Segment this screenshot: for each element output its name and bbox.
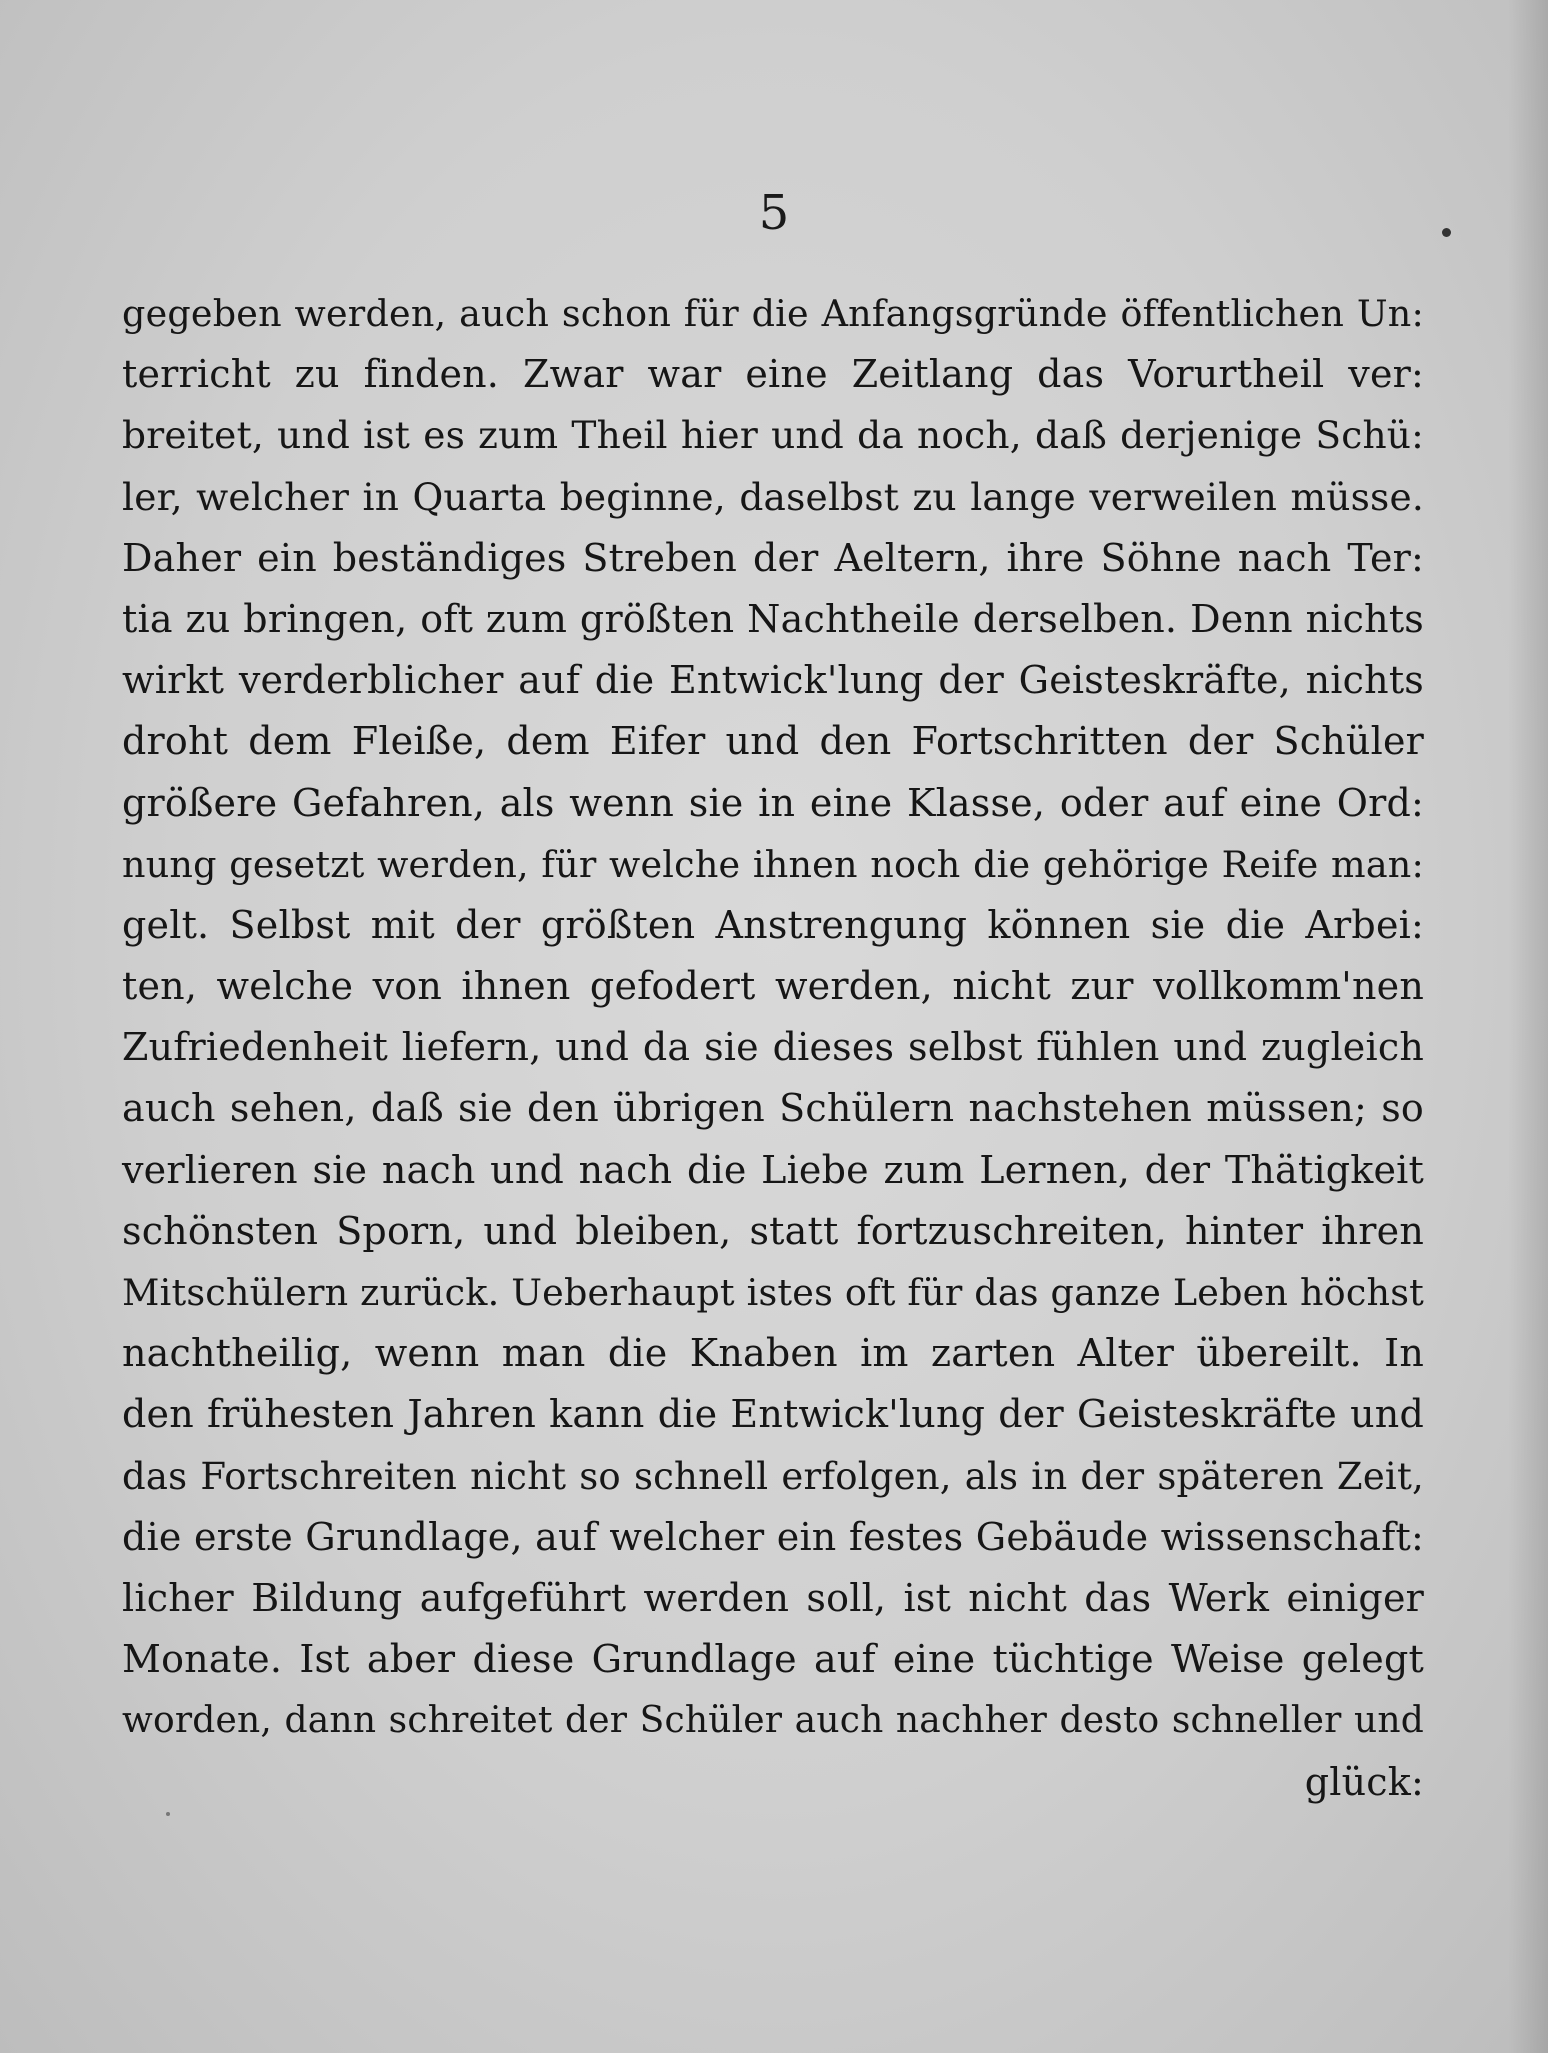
text-line: auch sehen, daß sie den übrigen Schülern nachstehen müssen; so [122,1086,1424,1131]
text-line: droht dem Fleiße, dem Eifer und den Fortschritten der Schüler [122,719,1424,764]
catchword: glück: [1304,1759,1424,1804]
text-line: ten, welche von ihnen gefodert werden, nicht zur vollkomm'nen [122,964,1424,1009]
text-line: ler, welcher in Quarta beginne, daselbst zu lange verweilen müsse. [122,474,1424,519]
text-line: licher Bildung aufgeführt werden soll, ist nicht das Werk einiger [122,1575,1424,1620]
text-line: terricht zu finden. Zwar war eine Zeitlang das Vorurtheil ver: [122,352,1424,397]
text-line: nung gesetzt werden, für welche ihnen noch die gehörige Reife man: [122,842,1424,886]
body-text [122,283,1424,1813]
text-line: größere Gefahren, als wenn sie in eine Klasse, oder auf eine Ord: [122,780,1424,825]
text-line: Monate. Ist aber diese Grundlage auf eine tüchtige Weise gelegt [122,1637,1424,1682]
text-line: gegeben werden, auch schon für die Anfangsgründe öffentlichen Un: [122,292,1424,335]
text-line: den frühesten Jahren kann die Entwick'lung der Geisteskräfte und [122,1392,1424,1437]
text-line: die erste Grundlage, auf welcher ein festes Gebäude wissenschaft: [122,1514,1424,1559]
text-line: Zufriedenheit liefern, und da sie dieses selbst fühlen und zugleich [122,1025,1424,1070]
text-line: schönsten Sporn, und bleiben, statt fortzuschreiten, hinter ihren [122,1208,1424,1253]
text-line: gelt. Selbst mit der größten Anstrengung können sie die Arbei: [122,902,1424,947]
page-number: 5 [758,185,790,241]
text-line: worden, dann schreitet der Schüler auch nachher desto schneller und [122,1700,1424,1742]
text-line: das Fortschreiten nicht so schnell erfolgen, als in der späteren Zeit, [122,1454,1424,1498]
text-line: nachtheilig, wenn man die Knaben im zarten Alter übereilt. In [122,1331,1424,1376]
text-line: tia zu bringen, oft zum größten Nachtheile derselben. Denn nichts [122,596,1424,641]
text-line: Daher ein beständiges Streben der Aeltern, ihre Söhne nach Ter: [122,535,1424,580]
text-line: breitet, und ist es zum Theil hier und da noch, daß derjenige Schü: [122,413,1424,458]
text-line: wirkt verderblicher auf die Entwick'lung der Geisteskräfte, nichts [122,658,1424,703]
text-line: Mitschülern zurück. Ueberhaupt istes oft für das ganze Leben höchst [122,1271,1424,1314]
text-line: verlieren sie nach und nach die Liebe zum Lernen, der Thätigkeit [122,1147,1424,1192]
page-edge-shadow [1508,0,1548,2053]
